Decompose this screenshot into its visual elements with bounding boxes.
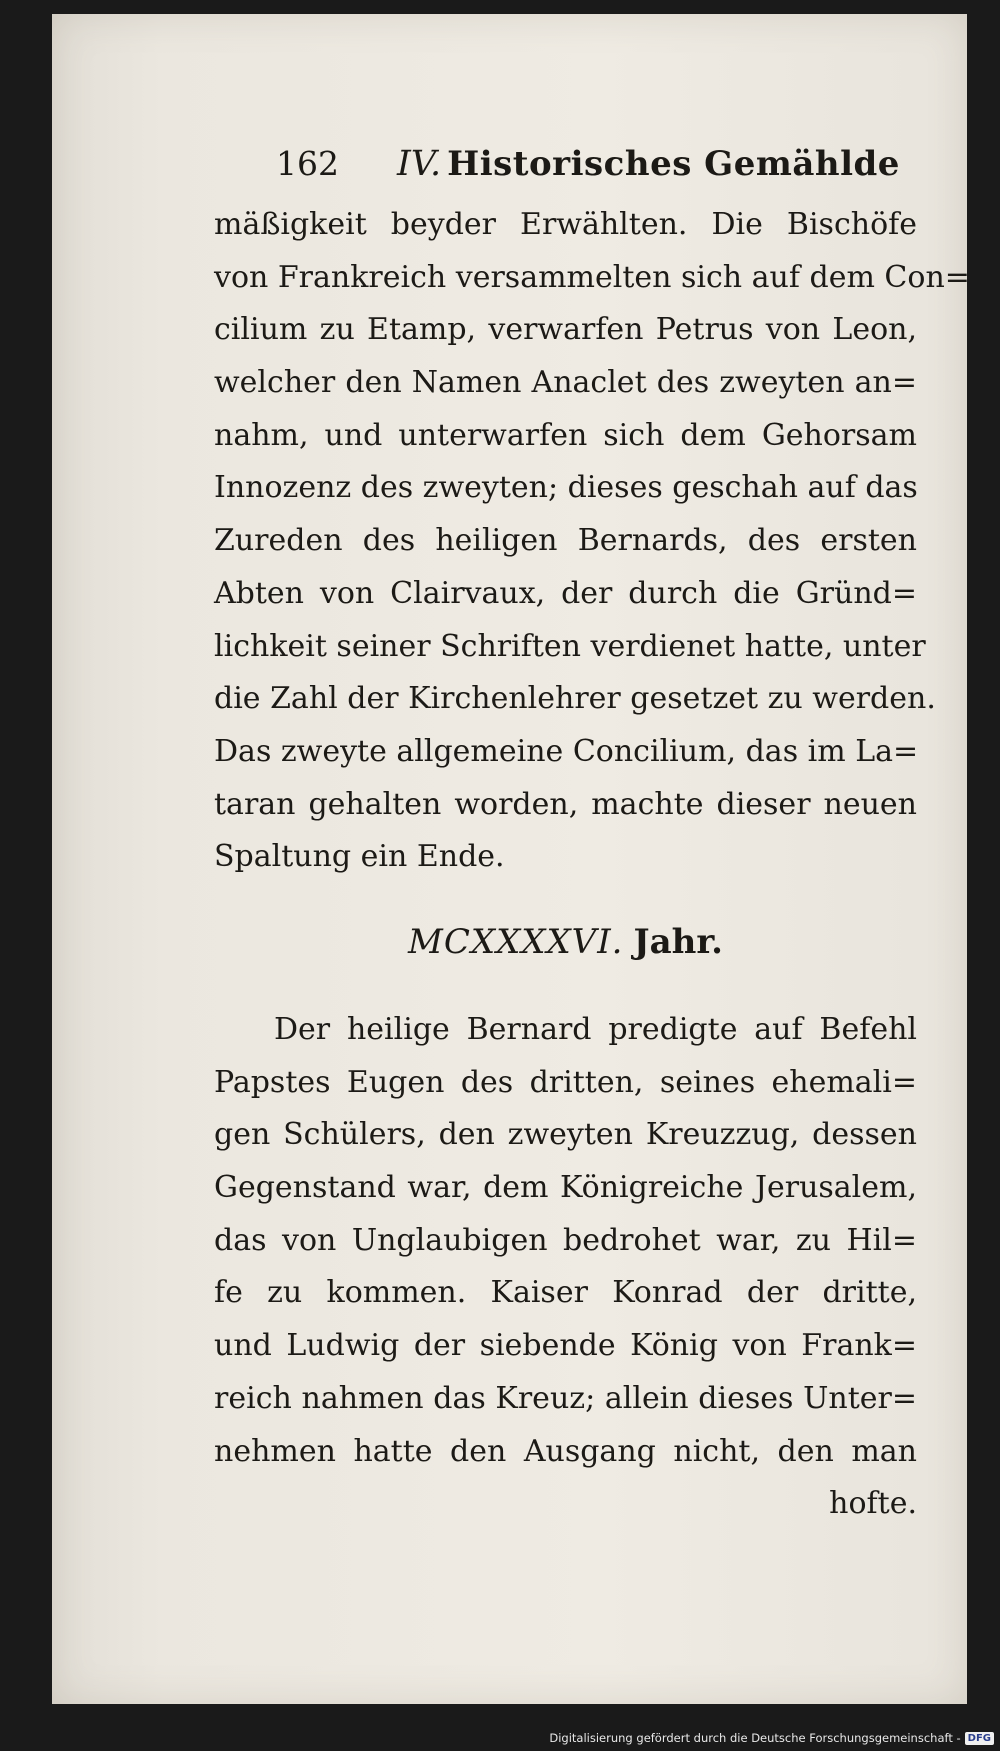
paragraph-1 bbox=[214, 199, 970, 884]
text-line: Abten von Clairvaux, der durch die Gründ= bbox=[214, 575, 917, 611]
chapter-title: Historisches Gemählde bbox=[447, 144, 900, 184]
text-line: Spaltung ein Ende. bbox=[214, 839, 505, 875]
chapter-numeral: IV. bbox=[397, 144, 442, 184]
page-number: 162 bbox=[276, 144, 339, 183]
text-line: gen Schülers, den zweyten Kreuzzug, dessen bbox=[214, 1117, 917, 1153]
text-line: nehmen hatte den Ausgang nicht, den man bbox=[214, 1433, 917, 1469]
text-line: taran gehalten worden, machte dieser neuen bbox=[214, 786, 917, 822]
text-line: Innozenz des zweyten; dieses geschah auf das bbox=[214, 470, 918, 506]
year-numeral: MCXXXXVI. bbox=[408, 922, 624, 962]
text-line: mäßigkeit beyder Erwählten. Die Bischöfe bbox=[214, 207, 917, 242]
text-line: und Ludwig der siebende König von Frank= bbox=[214, 1328, 917, 1364]
text-line: reich nahmen das Kreuz; allein dieses Unter= bbox=[214, 1380, 917, 1416]
text-line: das von Unglaubigen bedrohet war, zu Hil= bbox=[214, 1222, 917, 1258]
text-line: von Frankreich versammelten sich auf dem Con= bbox=[214, 259, 970, 295]
credit-text: Digitalisierung gefördert durch die Deutsche Forschungsgemeinschaft - bbox=[549, 1731, 961, 1745]
text-line: Der heilige Bernard predigte auf Befehl bbox=[274, 1012, 917, 1047]
text-line: Papstes Eugen des dritten, seines ehemali= bbox=[214, 1064, 917, 1100]
text-line: Zureden des heiligen Bernards, des ersten bbox=[214, 523, 917, 559]
digitization-credit bbox=[549, 1731, 994, 1745]
text-line: Gegenstand war, dem Königreiche Jerusalem, bbox=[214, 1170, 917, 1206]
text-line: Das zweyte allgemeine Concilium, das im La= bbox=[214, 733, 919, 769]
text-line: die Zahl der Kirchenlehrer gesetzet zu werden. bbox=[214, 681, 936, 717]
running-head bbox=[276, 144, 900, 194]
paragraph-2 bbox=[214, 1004, 917, 1531]
text-line: lichkeit seiner Schriften verdienet hatte, unter bbox=[214, 628, 926, 664]
year-word: Jahr. bbox=[633, 922, 723, 962]
text-line: welcher den Namen Anaclet des zweyten an= bbox=[214, 365, 917, 401]
section-heading bbox=[214, 922, 917, 962]
text-line: hofte. bbox=[829, 1486, 917, 1522]
dfg-logo: DFG bbox=[965, 1732, 994, 1745]
text-line: nahm, und unterwarfen sich dem Gehorsam bbox=[214, 417, 917, 453]
text-line: fe zu kommen. Kaiser Konrad der dritte, bbox=[214, 1275, 917, 1311]
text-line: cilium zu Etamp, verwarfen Petrus von Leon, bbox=[214, 312, 917, 348]
